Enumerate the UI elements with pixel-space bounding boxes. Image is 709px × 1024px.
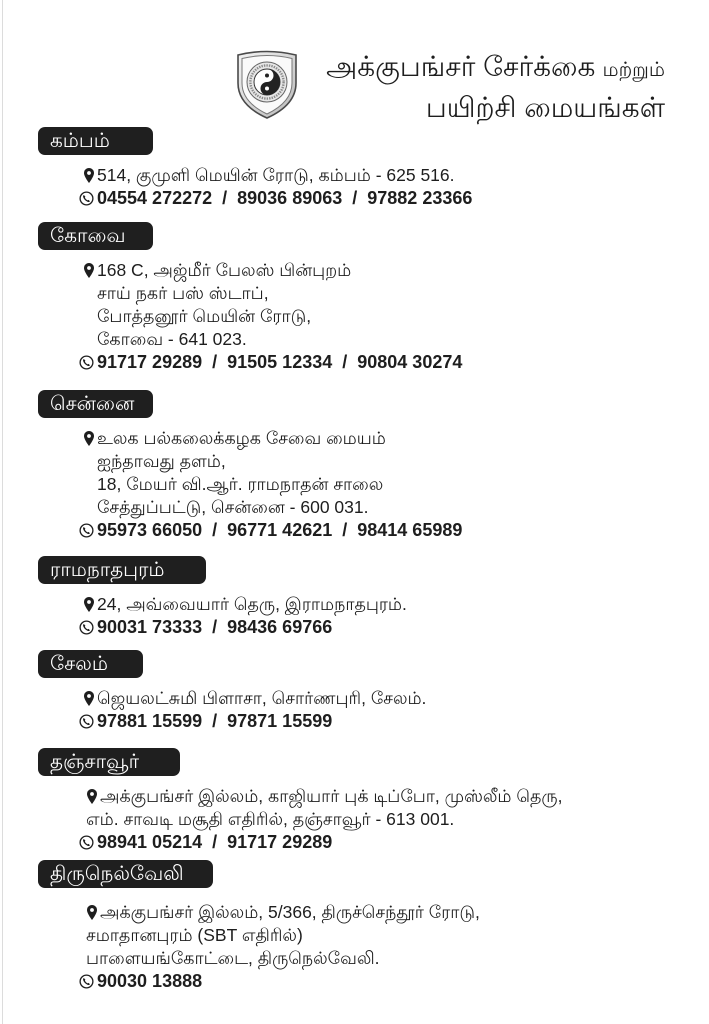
map-pin-icon — [87, 789, 97, 804]
address-text: ஜெயலட்சுமி பிளாசா, சொர்ணபுரி, சேலம். — [97, 688, 427, 708]
address-text: அக்குபங்சர் இல்லம், காஜியார் புக் டிப்போ, முஸ்லீம் தெரு, — [100, 786, 563, 806]
page-subtitle: பயிற்சி மையங்கள் — [425, 92, 665, 123]
phone-number: 98414 65989 — [357, 520, 463, 540]
address-line — [0, 282, 709, 305]
address-text: சேத்துப்பட்டு, சென்னை - 600 031. — [97, 497, 369, 517]
phone-separator: / — [212, 617, 218, 637]
phone-icon — [79, 974, 94, 989]
address-line — [0, 593, 709, 616]
map-pin-icon — [84, 263, 94, 278]
phone-number: 98436 69766 — [227, 617, 333, 637]
address-line — [0, 901, 709, 924]
address-line — [0, 808, 709, 831]
address-line — [0, 305, 709, 328]
phone-number: 04554 272272 — [97, 188, 213, 208]
address-text: கோவை - 641 023. — [97, 329, 247, 349]
address-text: சமாதானபுரம் (SBT எதிரில்) — [86, 925, 303, 945]
phone-number: 97881 15599 — [97, 711, 203, 731]
phone-separator: / — [222, 188, 228, 208]
branch-details — [0, 164, 709, 210]
branch-name-badge: கோவை — [38, 222, 153, 250]
address-text: அக்குபங்சர் இல்லம், 5/366, திருச்செந்தூர் ரோடு, — [100, 902, 480, 922]
address-line — [0, 427, 709, 450]
phone-number: 90031 73333 — [97, 617, 203, 637]
phone-icon — [79, 355, 94, 370]
address-line — [0, 473, 709, 496]
branch-name-badge: சென்னை — [38, 390, 153, 418]
phone-line — [0, 187, 709, 210]
address-text: சாய் நகர் பஸ் ஸ்டாப், — [97, 283, 269, 303]
phone-icon — [79, 714, 94, 729]
address-line — [0, 164, 709, 187]
phone-number: 91717 29289 — [97, 352, 203, 372]
phone-number: 95973 66050 — [97, 520, 203, 540]
phone-separator: / — [352, 188, 358, 208]
phone-icon — [79, 835, 94, 850]
map-pin-icon — [84, 168, 94, 183]
phone-number: 98941 05214 — [97, 832, 203, 852]
branch-details — [0, 593, 709, 639]
address-text: ஐந்தாவது தளம், — [97, 451, 226, 471]
phone-separator: / — [212, 832, 218, 852]
branch-details — [0, 687, 709, 733]
branch-name-badge: சேலம் — [38, 650, 143, 678]
phone-number: 97882 23366 — [367, 188, 473, 208]
branch-name-badge: கம்பம் — [38, 127, 153, 155]
address-line — [0, 687, 709, 710]
address-line — [0, 947, 709, 970]
phone-number: 96771 42621 — [227, 520, 333, 540]
phone-separator: / — [342, 520, 348, 540]
phone-line — [0, 351, 709, 374]
branch-name-badge: தஞ்சாவூர் — [38, 748, 180, 776]
address-text: 168 C, அஜ்மீர் பேலஸ் பின்புறம் — [97, 260, 352, 280]
phone-number: 90030 13888 — [97, 971, 203, 991]
branch-name-badge: திருநெல்வேலி — [38, 860, 213, 888]
phone-line — [0, 710, 709, 733]
map-pin-icon — [84, 431, 94, 446]
phone-number: 90804 30274 — [357, 352, 463, 372]
address-text: 514, குமுளி மெயின் ரோடு, கம்பம் - 625 516. — [97, 165, 455, 185]
branch-details — [0, 785, 709, 854]
phone-icon — [79, 523, 94, 538]
map-pin-icon — [84, 597, 94, 612]
phone-line — [0, 616, 709, 639]
phone-number: 89036 89063 — [237, 188, 343, 208]
phone-icon — [79, 620, 94, 635]
academy-logo-icon — [235, 49, 299, 119]
branch-details — [0, 259, 709, 374]
address-text: 18, மேயர் வி.ஆர். ராமநாதன் சாலை — [97, 474, 384, 494]
address-text: பாளையங்கோட்டை, திருநெல்வேலி. — [86, 948, 380, 968]
phone-line — [0, 519, 709, 542]
branch-name-badge: ராமநாதபுரம் — [38, 556, 206, 584]
map-pin-icon — [84, 691, 94, 706]
branch-details — [0, 427, 709, 542]
phone-separator: / — [212, 520, 218, 540]
phone-number: 97871 15599 — [227, 711, 333, 731]
phone-number: 91717 29289 — [227, 832, 333, 852]
address-line — [0, 328, 709, 351]
address-line — [0, 785, 709, 808]
phone-line — [0, 970, 709, 993]
phone-line — [0, 831, 709, 854]
address-text: உலக பல்கலைக்கழக சேவை மையம் — [97, 428, 386, 448]
title-conjunction: மற்றும் — [602, 59, 665, 81]
phone-icon — [79, 191, 94, 206]
phone-number: 91505 12334 — [227, 352, 333, 372]
phone-separator: / — [342, 352, 348, 372]
address-line — [0, 259, 709, 282]
title-main: அக்குபங்சர் சேர்க்கை — [326, 51, 596, 82]
phone-separator: / — [212, 711, 218, 731]
address-text: எம். சாவடி மசூதி எதிரில், தஞ்சாவூர் - 613 001. — [86, 809, 455, 829]
address-line — [0, 496, 709, 519]
address-text: 24, அவ்வையார் தெரு, இராமநாதபுரம். — [97, 594, 407, 614]
address-text: போத்தனூர் மெயின் ரோடு, — [97, 306, 312, 326]
branch-details — [0, 901, 709, 993]
address-line — [0, 450, 709, 473]
page-title — [326, 48, 665, 86]
address-line — [0, 924, 709, 947]
map-pin-icon — [87, 905, 97, 920]
phone-separator: / — [212, 352, 218, 372]
